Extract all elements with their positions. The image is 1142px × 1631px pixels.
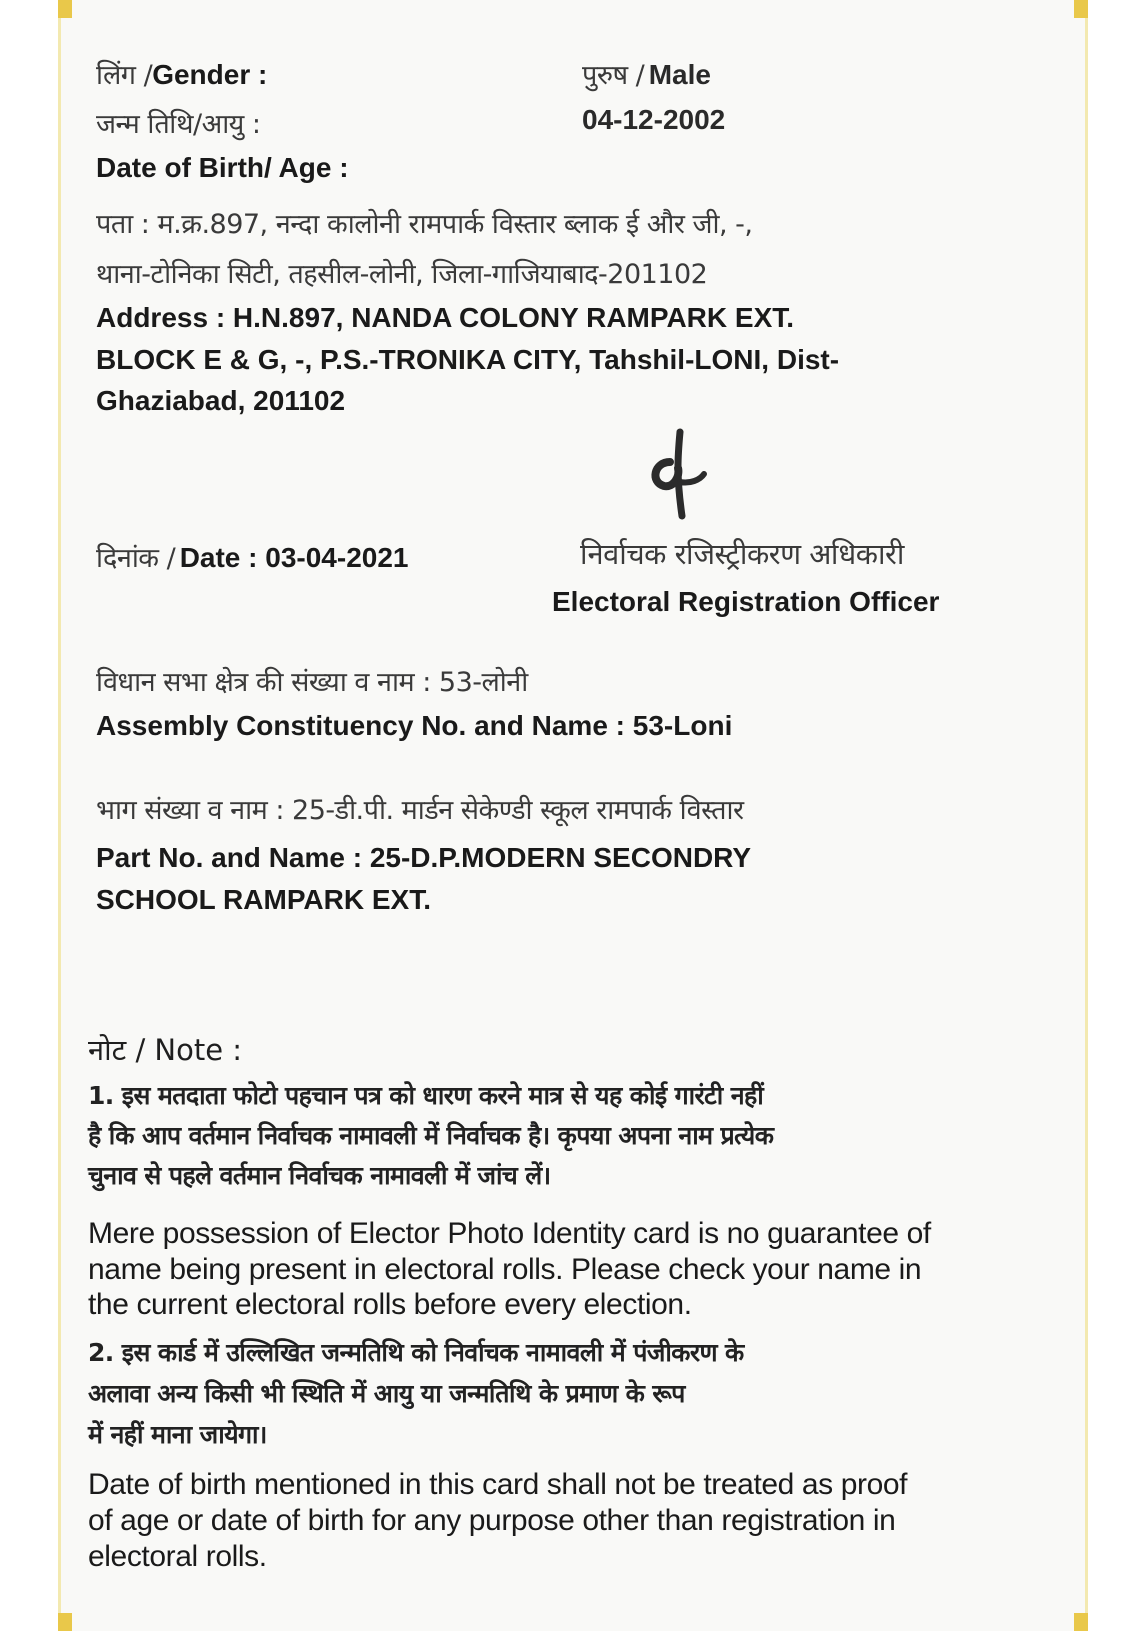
note2-english-line1: Date of birth mentioned in this card shall not be treated as proof [88, 1468, 908, 1501]
officer-title-english: Electoral Registration Officer [552, 586, 940, 617]
note2-hindi-line1: 2. इस कार्ड में उल्लिखित जन्मतिथि को निर्वाचक नामावली में पंजीकरण के [88, 1338, 744, 1367]
note1-hindi-line1: 1. इस मतदाता फोटो पहचान पत्र को धारण करने मात्र से यह कोई गारंटी नहीं [88, 1081, 764, 1110]
corner-mark [1074, 0, 1088, 18]
note1-hindi-line2: है कि आप वर्तमान निर्वाचक नामावली में निर्वाचक है। कृपया अपना नाम प्रत्येक [88, 1121, 774, 1150]
note1-english-line1: Mere possession of Elector Photo Identity card is no guarantee of [88, 1217, 931, 1250]
note2-hindi-line3: में नहीं माना जायेगा। [88, 1420, 267, 1449]
note1-hindi-line3: चुनाव से पहले वर्तमान निर्वाचक नामावली में जांच लें। [88, 1161, 551, 1190]
dob-value: 04-12-2002 [582, 104, 726, 135]
address-hindi-line1: पता : म.क्र.897, नन्दा कालोनी रामपार्क विस्तार ब्लाक ई और जी, -, [96, 209, 753, 240]
issue-date [96, 538, 409, 575]
note1-english-line3: the current electoral rolls before every election. [88, 1288, 692, 1321]
gender-label [96, 55, 267, 92]
corner-mark [58, 1613, 72, 1631]
corner-mark [1074, 1613, 1088, 1631]
issue-date-label-hindi: दिनांक / [96, 543, 176, 574]
assembly-english: Assembly Constituency No. and Name : 53-Loni [96, 710, 733, 741]
note2-english-line3: electoral rolls. [88, 1540, 267, 1573]
part-english-line1: Part No. and Name : 25-D.P.MODERN SECONDRY [96, 842, 752, 873]
note-label: नोट / Note : [88, 1033, 243, 1067]
address-english-line3: Ghaziabad, 201102 [96, 385, 346, 416]
gender-label-english: Gender : [152, 59, 268, 90]
gender-label-hindi: लिंग / [96, 60, 153, 91]
address-hindi-line2: थाना-टोनिका सिटी, तहसील-लोनी, जिला-गाजियाबाद-201102 [96, 259, 708, 290]
gender-value-hindi: पुरुष / [582, 60, 645, 91]
gender-value [582, 55, 711, 92]
officer-signature [640, 424, 710, 524]
corner-mark [58, 0, 72, 18]
address-english-line2: BLOCK E & G, -, P.S.-TRONIKA CITY, Tahshil-LONI, Dist- [96, 344, 840, 375]
dob-label-english: Date of Birth/ Age : [96, 152, 349, 183]
address-english-line1: Address : H.N.897, NANDA COLONY RAMPARK EXT. [96, 302, 795, 333]
officer-title-hindi: निर्वाचक रजिस्ट्रीकरण अधिकारी [580, 537, 904, 571]
assembly-hindi: विधान सभा क्षेत्र की संख्या व नाम : 53-लोनी [96, 667, 528, 698]
part-hindi: भाग संख्या व नाम : 25-डी.पी. मार्डन सेकेण्डी स्कूल रामपार्क विस्तार [96, 795, 744, 826]
gender-value-english: Male [648, 59, 711, 90]
dob-label-hindi: जन्म तिथि/आयु : [96, 109, 261, 140]
note2-hindi-line2: अलावा अन्य किसी भी स्थिति में आयु या जन्मतिथि के प्रमाण के रूप [88, 1379, 685, 1408]
issue-date-english: Date : 03-04-2021 [179, 542, 409, 573]
part-english-line2: SCHOOL RAMPARK EXT. [96, 884, 431, 915]
note2-english-line2: of age or date of birth for any purpose other than registration in [88, 1504, 896, 1537]
note1-english-line2: name being present in electoral rolls. Please check your name in [88, 1253, 922, 1286]
